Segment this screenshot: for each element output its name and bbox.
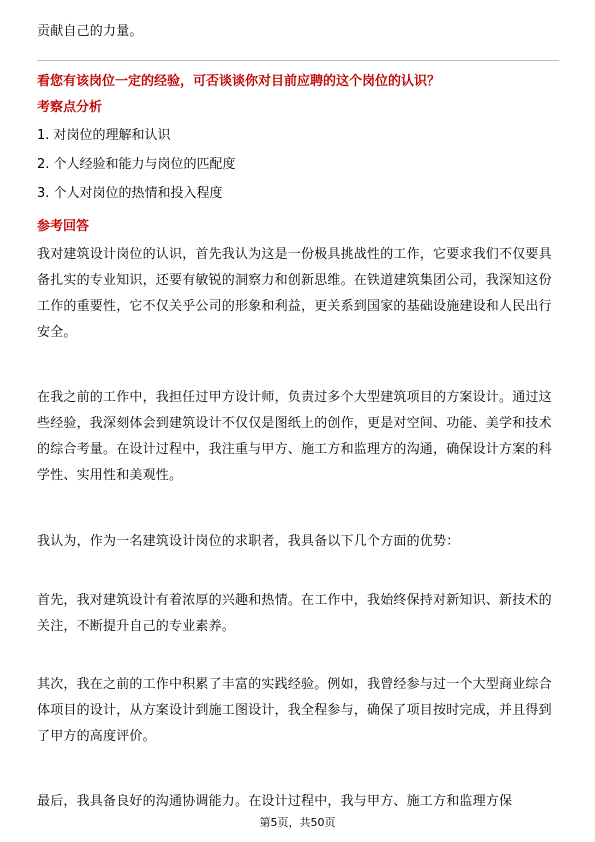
answer-paragraph: 首先，我对建筑设计有着浓厚的兴趣和热情。在工作中，我始终保持对新知识、新技术的关注，不断提升自己的专业素养。 [37, 593, 552, 634]
page-number: 第5页，共50页 [259, 816, 336, 829]
section-divider [37, 60, 559, 61]
answer-paragraph: 最后，我具备良好的沟通协调能力。在设计过程中，我与甲方、施工方和监理方保 [37, 794, 513, 809]
point-item: 2. 个人经验和能力与岗位的匹配度 [37, 157, 236, 172]
points-title: 考察点分析 [37, 100, 103, 115]
point-item: 3. 个人对岗位的热情和投入程度 [37, 186, 223, 201]
question-heading: 看您有该岗位一定的经验，可否谈谈你对目前应聘的这个岗位的认识？ [37, 74, 441, 89]
answer-title: 参考回答 [37, 219, 90, 234]
answer-paragraph: 其次，我在之前的工作中积累了丰富的实践经验。例如，我曾经参与过一个大型商业综合体项目的设计，从方案设计到施工图设计，我全程参与，确保了项目按时完成，并且得到了甲方的高度评价。 [37, 677, 552, 744]
answer-paragraph: 在我之前的工作中，我担任过甲方设计师，负责过多个大型建筑项目的方案设计。通过这些经验，我深刻体会到建筑设计不仅仅是图纸上的创作，更是对空间、功能、美学和技术的综合考量。在设计过程中，我注重与甲方、施工方和监理方的沟通，确保设计方案的科学性、实用性和美观性。 [37, 390, 552, 483]
answer-paragraph: 我认为，作为一名建筑设计岗位的求职者，我具备以下几个方面的优势： [37, 534, 460, 549]
carryover-text: 贡献自己的力量。 [37, 24, 143, 39]
point-item: 1. 对岗位的理解和认识 [37, 128, 171, 143]
answer-paragraph: 我对建筑设计岗位的认识，首先我认为这是一份极具挑战性的工作，它要求我们不仅要具备扎实的专业知识，还要有敏锐的洞察力和创新思维。在铁道建筑集团公司，我深知这份工作的重要性，它不仅关乎公司的形象和利益，更关系到国家的基础设施建设和人民出行安全。 [37, 247, 552, 340]
